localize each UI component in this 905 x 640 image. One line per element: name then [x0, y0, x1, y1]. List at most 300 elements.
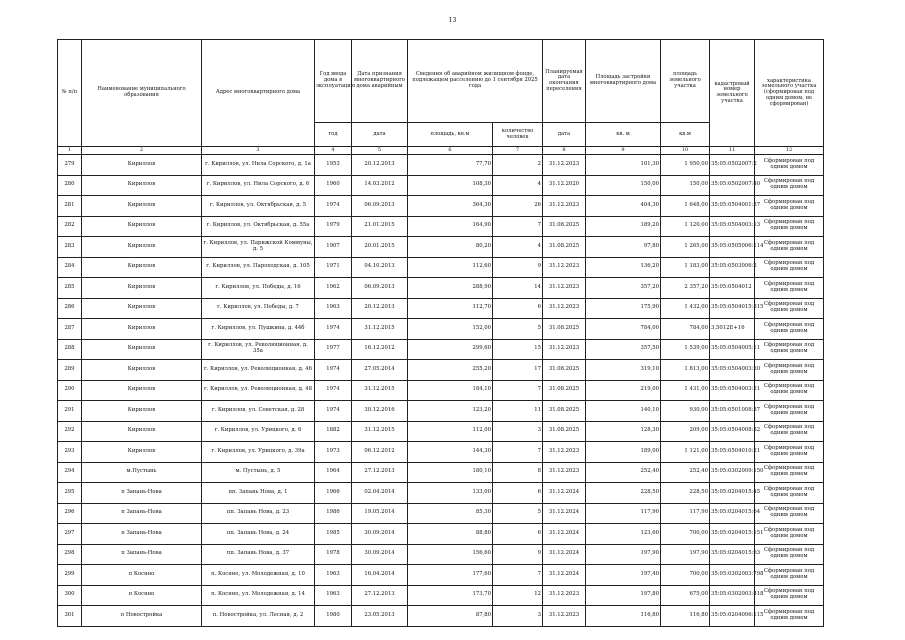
table-row [58, 298, 824, 319]
land-area-cell: 930,00 [661, 401, 710, 422]
table-row [58, 421, 824, 442]
row-number: 290 [58, 380, 82, 401]
fund-area-cell: 85,30 [408, 503, 493, 524]
cadastral-number-cell: 35:05:0302003:798 [710, 565, 755, 586]
land-area-cell: 784,00 [661, 319, 710, 340]
planned-date-cell: 31.12.2024 [543, 483, 586, 504]
land-characteristic-cell: Сформирован под одним домом [755, 278, 824, 299]
header-land-char: характеристика земельного участка (сформирован под одним домом, не сформирован) [755, 40, 824, 147]
header-num: № п/п [58, 40, 82, 147]
fund-area-cell: 87,80 [408, 606, 493, 627]
fund-area-cell: 288,90 [408, 278, 493, 299]
people-count-cell: 4 [493, 175, 543, 196]
land-area-cell: 1 120,00 [661, 216, 710, 237]
row-number: 292 [58, 421, 82, 442]
cadastral-number-cell: 35:05:0302009:150 [710, 462, 755, 483]
column-number: 7 [493, 147, 543, 155]
subheader-area: площадь, кв.м [408, 123, 493, 147]
cadastral-number-cell: 35:05:0505006:114 [710, 237, 755, 258]
row-number: 296 [58, 503, 82, 524]
planned-date-cell: 31.08.2025 [543, 401, 586, 422]
year-built-cell: 1963 [315, 585, 352, 606]
address-cell: г. Кириллов, ул. Октябрьская, д. 5 [202, 196, 315, 217]
municipality-cell: Кириллов [82, 442, 202, 463]
subheader-year: год [315, 123, 352, 147]
built-area-cell: 136,20 [586, 257, 661, 278]
cadastral-number-cell: 35:05:0504012 [710, 278, 755, 299]
table-row [58, 585, 824, 606]
address-cell: г. Кириллов, ул. Советская, д. 28 [202, 401, 315, 422]
built-area-cell: 101,30 [586, 155, 661, 176]
year-built-cell: 1986 [315, 503, 352, 524]
header-built-area: Площадь застройки многоквартирного дома [586, 40, 661, 123]
planned-date-cell: 31.08.2025 [543, 380, 586, 401]
planned-date-cell: 31.08.2025 [543, 421, 586, 442]
table-row [58, 237, 824, 258]
built-area-cell: 116,80 [586, 606, 661, 627]
column-number: 8 [543, 147, 586, 155]
row-number: 282 [58, 216, 82, 237]
column-number: 2 [82, 147, 202, 155]
row-number: 289 [58, 360, 82, 381]
year-built-cell: 1963 [315, 565, 352, 586]
fund-area-cell: 80,20 [408, 237, 493, 258]
address-cell: г. Кириллов, ул. Нила Сорского, д. 1а [202, 155, 315, 176]
header-recognized-date: Дата признания многоквартирного дома аварийным [352, 40, 408, 123]
column-number: 12 [755, 147, 824, 155]
planned-date-cell: 31.12.2024 [543, 503, 586, 524]
people-count-cell: 26 [493, 196, 543, 217]
row-number: 301 [58, 606, 82, 627]
year-built-cell: 1964 [315, 462, 352, 483]
header-fund-info: Сведения об аварийном жилищном фонде, подлежащем расселению до 1 сентября 2025 года [408, 40, 543, 123]
land-characteristic-cell: Сформирован под одним домом [755, 401, 824, 422]
table-row [58, 216, 824, 237]
municipality-cell: Кириллов [82, 155, 202, 176]
built-area-cell: 97,80 [586, 237, 661, 258]
year-built-cell: 1978 [315, 544, 352, 565]
people-count-cell: 11 [493, 401, 543, 422]
year-built-cell: 1962 [315, 278, 352, 299]
planned-date-cell: 31.12.2024 [543, 544, 586, 565]
municipality-cell: п Новостройка [82, 606, 202, 627]
municipality-cell: п Запань-Нова [82, 503, 202, 524]
cadastral-number-cell: 35:05:0502007:2 [710, 155, 755, 176]
built-area-cell: 228,50 [586, 483, 661, 504]
address-cell: п. Коснно, ул. Молодежная, д. 10 [202, 565, 315, 586]
built-area-cell: 319,10 [586, 360, 661, 381]
subheader-planned-date: дата [543, 123, 586, 147]
address-cell: п. Коснно, ул. Молодежная, д. 14 [202, 585, 315, 606]
cadastral-number-cell: 35:05:0204015:64 [710, 503, 755, 524]
table-row [58, 155, 824, 176]
fund-area-cell: 108,30 [408, 175, 493, 196]
planned-date-cell: 31.08.2025 [543, 216, 586, 237]
cadastral-number-cell: 35:05:0504005:11 [710, 339, 755, 360]
municipality-cell: Кириллов [82, 380, 202, 401]
cadastral-number-cell: 35:05:0504003:13 [710, 216, 755, 237]
land-area-cell: 116,80 [661, 606, 710, 627]
row-number: 297 [58, 524, 82, 545]
fund-area-cell: 184,10 [408, 380, 493, 401]
land-area-cell: 1 813,00 [661, 360, 710, 381]
address-cell: г. Кириллов, ул. Урицкого, д. 39а [202, 442, 315, 463]
subheader-built-sqm: кв. м [586, 123, 661, 147]
land-characteristic-cell: Сформирован под одним домом [755, 524, 824, 545]
year-built-cell: 1960 [315, 175, 352, 196]
land-area-cell: 2 357,20 [661, 278, 710, 299]
recognized-date-cell: 27.12.2013 [352, 585, 408, 606]
land-characteristic-cell: Сформирован под одним домом [755, 442, 824, 463]
row-number: 281 [58, 196, 82, 217]
column-number: 11 [710, 147, 755, 155]
year-built-cell: 1974 [315, 360, 352, 381]
cadastral-number-cell: 35:05:0501008:37 [710, 401, 755, 422]
land-characteristic-cell: Сформирован под одним домом [755, 175, 824, 196]
land-characteristic-cell: Сформирован под одним домом [755, 339, 824, 360]
people-count-cell: 5 [493, 319, 543, 340]
recognized-date-cell: 16.04.2014 [352, 565, 408, 586]
built-area-cell: 189,00 [586, 442, 661, 463]
row-number: 299 [58, 565, 82, 586]
built-area-cell: 252,40 [586, 462, 661, 483]
column-number: 9 [586, 147, 661, 155]
recognized-date-cell: 20.12.2013 [352, 298, 408, 319]
land-characteristic-cell: Сформирован под одним домом [755, 237, 824, 258]
page-number: 13 [448, 17, 457, 24]
recognized-date-cell: 20.12.2013 [352, 155, 408, 176]
address-cell: пп. Запань Нова, д. 23 [202, 503, 315, 524]
header-year-built: Год ввода дома в эксплуатацию [315, 40, 352, 123]
people-count-cell: 7 [493, 216, 543, 237]
land-area-cell: 209,00 [661, 421, 710, 442]
land-characteristic-cell: Сформирован под одним домом [755, 319, 824, 340]
municipality-cell: Кириллов [82, 401, 202, 422]
row-number: 288 [58, 339, 82, 360]
fund-area-cell: 112,60 [408, 257, 493, 278]
cadastral-number-cell: 35:05:0504003:20 [710, 360, 755, 381]
year-built-cell: 1974 [315, 401, 352, 422]
fund-area-cell: 112,00 [408, 421, 493, 442]
municipality-cell: Кириллов [82, 298, 202, 319]
built-area-cell: 117,90 [586, 503, 661, 524]
planned-date-cell: 31.12.2023 [543, 278, 586, 299]
cadastral-number-cell: 35:05:0504015:315 [710, 298, 755, 319]
year-built-cell: 1882 [315, 421, 352, 442]
land-characteristic-cell: Сформирован под одним домом [755, 585, 824, 606]
column-number: 10 [661, 147, 710, 155]
recognized-date-cell: 19.05.2014 [352, 503, 408, 524]
table-row [58, 606, 824, 627]
land-area-cell: 675,00 [661, 585, 710, 606]
people-count-cell: 15 [493, 339, 543, 360]
planned-date-cell: 31.08.2025 [543, 360, 586, 381]
address-cell: г. Кириллов, ул. Октябрьская, д. 55а [202, 216, 315, 237]
recognized-date-cell: 06.09.2013 [352, 278, 408, 299]
subheader-people: количество человек [493, 123, 543, 147]
built-area-cell: 123,60 [586, 524, 661, 545]
municipality-cell: Кириллов [82, 339, 202, 360]
table-row [58, 175, 824, 196]
land-area-cell: 150,00 [661, 175, 710, 196]
planned-date-cell: 31.12.2020 [543, 175, 586, 196]
recognized-date-cell: 31.12.2015 [352, 380, 408, 401]
cadastral-number-cell: 35:05:0302003:418 [710, 585, 755, 606]
built-area-cell: 128,30 [586, 421, 661, 442]
land-characteristic-cell: Сформирован под одним домом [755, 544, 824, 565]
built-area-cell: 357,50 [586, 339, 661, 360]
fund-area-cell: 173,70 [408, 585, 493, 606]
land-area-cell: 1 431,00 [661, 380, 710, 401]
municipality-cell: п Коснно [82, 585, 202, 606]
table-row [58, 380, 824, 401]
people-count-cell: 9 [493, 257, 543, 278]
land-characteristic-cell: Сформирован под одним домом [755, 503, 824, 524]
row-number: 295 [58, 483, 82, 504]
address-cell: г. Кириллов, ул. Урицкого, д. 6 [202, 421, 315, 442]
planned-date-cell: 31.12.2023 [543, 196, 586, 217]
fund-area-cell: 112,70 [408, 298, 493, 319]
recognized-date-cell: 16.12.2012 [352, 339, 408, 360]
recognized-date-cell: 06.12.2012 [352, 442, 408, 463]
year-built-cell: 1985 [315, 524, 352, 545]
recognized-date-cell: 30.09.2014 [352, 544, 408, 565]
municipality-cell: Кириллов [82, 216, 202, 237]
cadastral-number-cell: 35:05:0503006:2 [710, 257, 755, 278]
people-count-cell: 6 [493, 298, 543, 319]
municipality-cell: п Запань-Нова [82, 524, 202, 545]
recognized-date-cell: 23.05.2013 [352, 606, 408, 627]
land-characteristic-cell: Сформирован под одним домом [755, 298, 824, 319]
fund-area-cell: 299,60 [408, 339, 493, 360]
year-built-cell: 1974 [315, 380, 352, 401]
planned-date-cell: 31.12.2023 [543, 298, 586, 319]
land-area-cell: 700,00 [661, 524, 710, 545]
municipality-cell: Кириллов [82, 257, 202, 278]
people-count-cell: 7 [493, 380, 543, 401]
planned-date-cell: 31.08.2025 [543, 237, 586, 258]
planned-date-cell: 31.12.2024 [543, 524, 586, 545]
planned-date-cell: 31.12.2023 [543, 462, 586, 483]
subheader-land-sqm: кв.м [661, 123, 710, 147]
cadastral-number-cell: 35:05:0502007:40 [710, 175, 755, 196]
table-row [58, 483, 824, 504]
year-built-cell: 1953 [315, 155, 352, 176]
municipality-cell: Кириллов [82, 237, 202, 258]
land-area-cell: 1 121,00 [661, 442, 710, 463]
municipality-cell: п Запань-Нова [82, 544, 202, 565]
address-cell: г. Кириллов, ул. Революционная, д. 48 [202, 380, 315, 401]
cadastral-number-cell: 35:05:0204006:115 [710, 606, 755, 627]
row-number: 286 [58, 298, 82, 319]
table-row [58, 401, 824, 422]
land-area-cell: 700,00 [661, 565, 710, 586]
people-count-cell: 7 [493, 442, 543, 463]
land-characteristic-cell: Сформирован под одним домом [755, 196, 824, 217]
row-number: 294 [58, 462, 82, 483]
address-cell: пп. Запань Нова, д. 1 [202, 483, 315, 504]
year-built-cell: 1979 [315, 216, 352, 237]
municipality-cell: п Запань-Нова [82, 483, 202, 504]
row-number: 284 [58, 257, 82, 278]
cadastral-number-cell: 35:05:0504003:21 [710, 380, 755, 401]
cadastral-number-cell: 35:05:0504008:32 [710, 421, 755, 442]
land-area-cell: 1 432,00 [661, 298, 710, 319]
recognized-date-cell: 14.03.2012 [352, 175, 408, 196]
municipality-cell: Кириллов [82, 360, 202, 381]
land-characteristic-cell: Сформирован под одним домом [755, 257, 824, 278]
fund-area-cell: 364,30 [408, 196, 493, 217]
header-municipality: Наименование муниципального образования [82, 40, 202, 147]
planned-date-cell: 31.12.2023 [543, 585, 586, 606]
address-cell: г. Кириллов, ул. Пушкина, д. 44б [202, 319, 315, 340]
table-row [58, 360, 824, 381]
cadastral-number-cell: 3,5012E+16 [710, 319, 755, 340]
header-cadastral: кадастровый номер земельного участка [710, 40, 755, 147]
year-built-cell: 1974 [315, 196, 352, 217]
built-area-cell: 404,30 [586, 196, 661, 217]
people-count-cell: 2 [493, 155, 543, 176]
planned-date-cell: 31.12.2023 [543, 339, 586, 360]
people-count-cell: 4 [493, 237, 543, 258]
recognized-date-cell: 31.12.2015 [352, 421, 408, 442]
planned-date-cell: 31.12.2023 [543, 155, 586, 176]
table-row [58, 278, 824, 299]
people-count-cell: 7 [493, 565, 543, 586]
header-address: Адрес многоквартирного дома [202, 40, 315, 147]
address-cell: г. Кириллов, ул. Революционная, д. 46 [202, 360, 315, 381]
land-area-cell: 1 950,00 [661, 155, 710, 176]
people-count-cell: 6 [493, 524, 543, 545]
recognized-date-cell: 02.04.2014 [352, 483, 408, 504]
row-number: 293 [58, 442, 82, 463]
table-row [58, 339, 824, 360]
table-body [58, 155, 824, 627]
built-area-cell: 784,00 [586, 319, 661, 340]
address-cell: г. Кириллов, ул. Революционная, д. 35а [202, 339, 315, 360]
municipality-cell: п Коснно [82, 565, 202, 586]
year-built-cell: 1907 [315, 237, 352, 258]
fund-area-cell: 180,10 [408, 462, 493, 483]
land-area-cell: 1 265,00 [661, 237, 710, 258]
address-cell: м. Пустынь, д. 5 [202, 462, 315, 483]
cadastral-number-cell: 35:05:0504010:21 [710, 442, 755, 463]
planned-date-cell: 31.12.2024 [543, 565, 586, 586]
land-characteristic-cell: Сформирован под одним домом [755, 565, 824, 586]
year-built-cell: 1966 [315, 483, 352, 504]
cadastral-number-cell: 35:05:0504001:37 [710, 196, 755, 217]
address-cell: пп. Запань Нова, д. 24 [202, 524, 315, 545]
emergency-housing-table [57, 39, 824, 627]
built-area-cell: 219,00 [586, 380, 661, 401]
land-characteristic-cell: Сформирован под одним домом [755, 360, 824, 381]
municipality-cell: Кириллов [82, 278, 202, 299]
recognized-date-cell: 30.12.2016 [352, 401, 408, 422]
table-row [58, 565, 824, 586]
row-number: 287 [58, 319, 82, 340]
fund-area-cell: 152,00 [408, 319, 493, 340]
table-row [58, 319, 824, 340]
recognized-date-cell: 27.12.2013 [352, 462, 408, 483]
built-area-cell: 189,20 [586, 216, 661, 237]
recognized-date-cell: 31.12.2015 [352, 319, 408, 340]
recognized-date-cell: 27.05.2014 [352, 360, 408, 381]
municipality-cell: Кириллов [82, 196, 202, 217]
subheader-date: дата [352, 123, 408, 147]
municipality-cell: Кириллов [82, 421, 202, 442]
row-number: 280 [58, 175, 82, 196]
table-row [58, 462, 824, 483]
year-built-cell: 1973 [315, 442, 352, 463]
land-characteristic-cell: Сформирован под одним домом [755, 483, 824, 504]
row-number: 291 [58, 401, 82, 422]
column-number: 6 [408, 147, 493, 155]
column-number: 4 [315, 147, 352, 155]
land-area-cell: 1 539,00 [661, 339, 710, 360]
people-count-cell: 17 [493, 360, 543, 381]
recognized-date-cell: 21.01.2015 [352, 216, 408, 237]
table-row [58, 442, 824, 463]
fund-area-cell: 255,20 [408, 360, 493, 381]
fund-area-cell: 177,60 [408, 565, 493, 586]
address-cell: пп. Запань Нова, д. 37 [202, 544, 315, 565]
land-characteristic-cell: Сформирован под одним домом [755, 462, 824, 483]
land-area-cell: 1 648,00 [661, 196, 710, 217]
recognized-date-cell: 04.10.2013 [352, 257, 408, 278]
built-area-cell: 140,10 [586, 401, 661, 422]
cadastral-number-cell: 35:05:0204015:63 [710, 544, 755, 565]
fund-area-cell: 144,30 [408, 442, 493, 463]
row-number: 285 [58, 278, 82, 299]
fund-area-cell: 123,20 [408, 401, 493, 422]
fund-area-cell: 133,00 [408, 483, 493, 504]
address-cell: г. Кириллов, ул. Пароходская, д. 105 [202, 257, 315, 278]
year-built-cell: 1971 [315, 257, 352, 278]
land-characteristic-cell: Сформирован под одним домом [755, 421, 824, 442]
row-number: 279 [58, 155, 82, 176]
header-land-area: площадь земельного участка [661, 40, 710, 123]
land-characteristic-cell: Сформирован под одним домом [755, 155, 824, 176]
column-number: 5 [352, 147, 408, 155]
address-cell: п. Новостройка, ул. Лесная, д. 2 [202, 606, 315, 627]
land-characteristic-cell: Сформирован под одним домом [755, 380, 824, 401]
land-area-cell: 1 183,00 [661, 257, 710, 278]
built-area-cell: 175,90 [586, 298, 661, 319]
people-count-cell: 12 [493, 585, 543, 606]
recognized-date-cell: 06.09.2013 [352, 196, 408, 217]
built-area-cell: 197,90 [586, 544, 661, 565]
planned-date-cell: 31.12.2023 [543, 442, 586, 463]
fund-area-cell: 77,70 [408, 155, 493, 176]
address-cell: г. Кириллов, ул. Нила Сорского, д. 6 [202, 175, 315, 196]
planned-date-cell: 31.12.2023 [543, 606, 586, 627]
municipality-cell: м.Пустынь [82, 462, 202, 483]
fund-area-cell: 164,90 [408, 216, 493, 237]
people-count-cell: 8 [493, 462, 543, 483]
fund-area-cell: 88,80 [408, 524, 493, 545]
planned-date-cell: 31.08.2025 [543, 319, 586, 340]
planned-date-cell: 31.12.2023 [543, 257, 586, 278]
address-cell: г. Кириллов, ул. Победы, д. 16 [202, 278, 315, 299]
recognized-date-cell: 30.09.2014 [352, 524, 408, 545]
people-count-cell: 14 [493, 278, 543, 299]
municipality-cell: Кириллов [82, 175, 202, 196]
land-characteristic-cell: Сформирован под одним домом [755, 216, 824, 237]
people-count-cell: 6 [493, 483, 543, 504]
land-area-cell: 197,90 [661, 544, 710, 565]
people-count-cell: 3 [493, 606, 543, 627]
cadastral-number-cell: 35:05:0204015:45 [710, 483, 755, 504]
